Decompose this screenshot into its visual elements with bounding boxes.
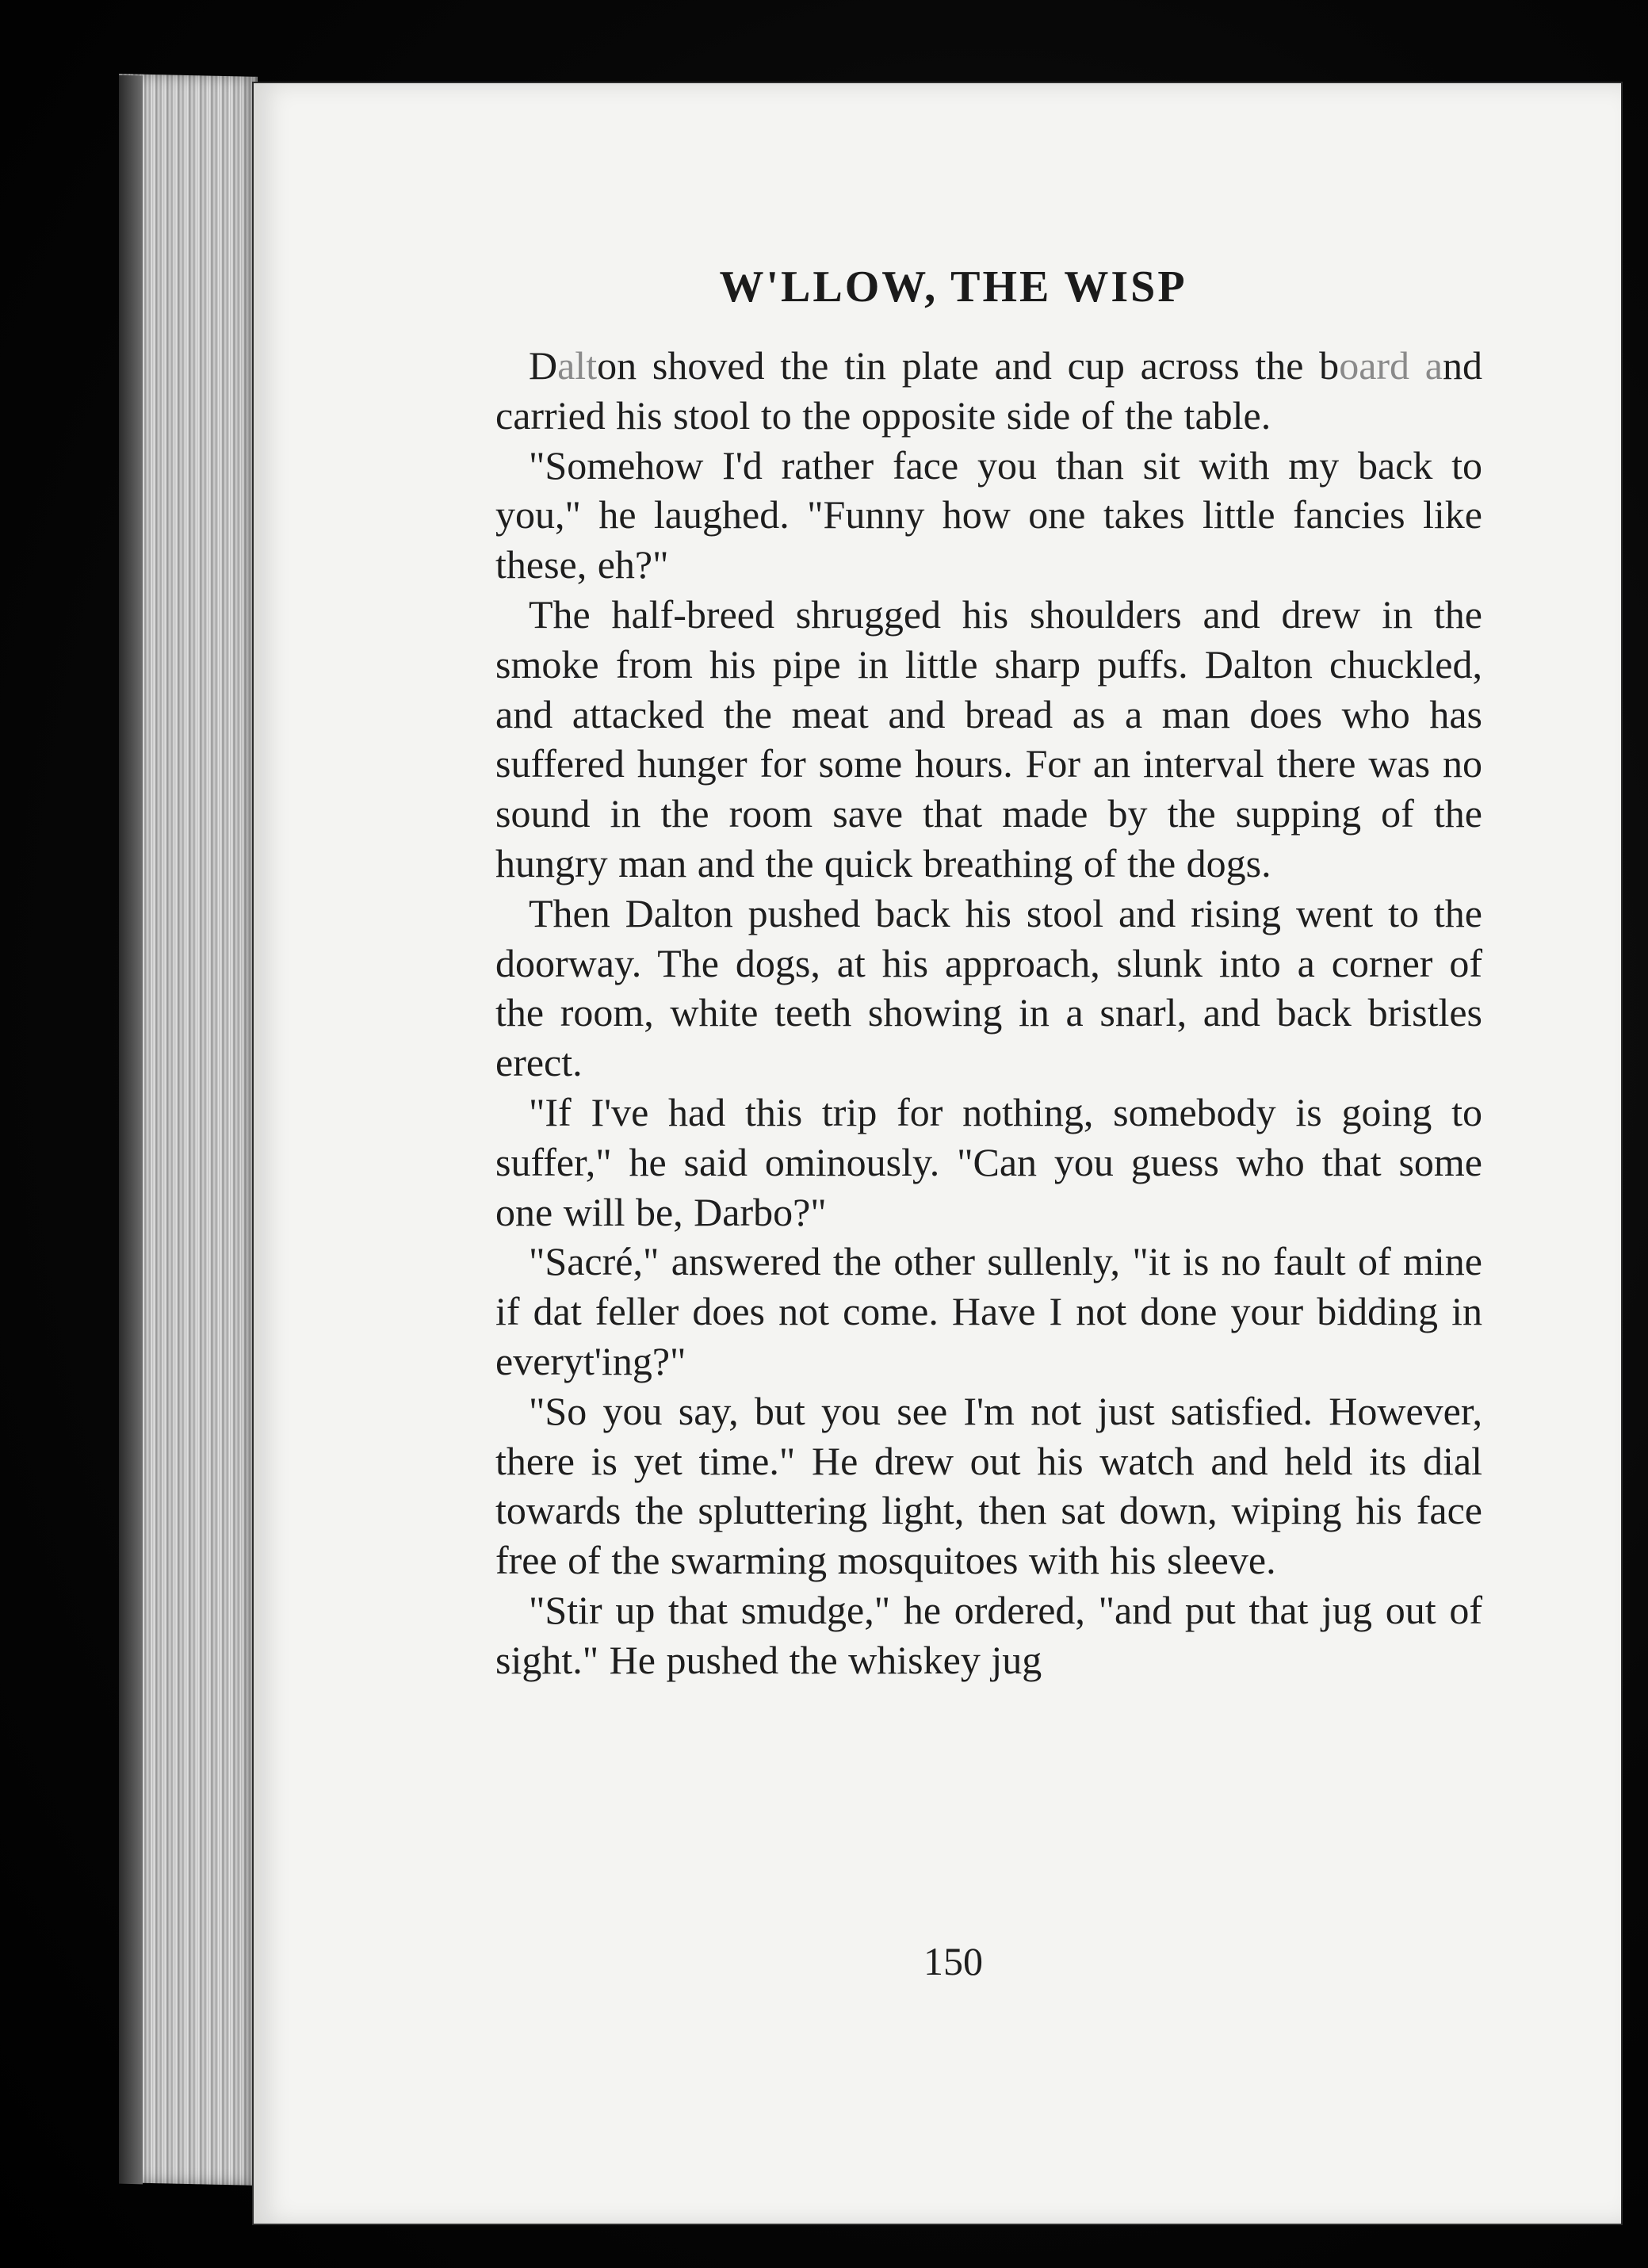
page-number: 150 <box>923 1939 983 1983</box>
paragraph-5: "If I've had this trip for nothing, somebody is going to suffer," he said ominously. "Can you guess who that some one will be, Darbo?" <box>495 1089 1482 1234</box>
paragraph-4: Then Dalton pushed back his stool and rising went to the doorway. The dogs, at his approach, slunk into a corner of the room, white teeth showing in a snarl, and back bristles erect. <box>495 890 1482 1085</box>
para1-lead: D <box>529 343 558 388</box>
paragraph-1 <box>495 341 1482 441</box>
paragraph-6: "Sacré," answered the other sullenly, "it is no fault of mine if dat feller does not come. Have I not done your bidding in everyt'ing?" <box>495 1239 1482 1383</box>
body-text <box>495 341 1482 1685</box>
para1-text-b: nd carried his stool to the opposite side of the table. <box>495 343 1482 438</box>
para1-text-a: on shoved the tin plate and cup across the b <box>597 343 1340 388</box>
book-page <box>254 83 1621 2224</box>
para1-faded-a: alt <box>557 343 598 388</box>
paragraph-8: "Stir up that smudge," he ordered, "and put that jug out of sight." He pushed the whiskey jug <box>495 1587 1482 1682</box>
paragraph-7: "So you say, but you see I'm not just satisfied. However, there is yet time." He drew out his watch and held its dial towards the spluttering light, then sat down, wiping his face free of the swarming mosquitoes with his sleeve. <box>495 1388 1482 1583</box>
paragraph-2: "Somehow I'd rather face you than sit with my back to you," he laughed. "Funny how one takes little fancies like these, eh?" <box>495 442 1482 587</box>
para1-faded-b: oard a <box>1339 343 1443 388</box>
book-spine-shadow <box>119 75 143 2185</box>
running-head: W'LLOW, THE WISP <box>719 262 1187 312</box>
paragraph-3: The half-breed shrugged his shoulders and drew in the smoke from his pipe in little sharp puffs. Dalton chuckled, and attacked the meat and bread as a man does who has suffered hunger for some hours. For an interval there was no sound in the room save that made by the supping of the hungry man and the quick breathing of the dogs. <box>495 591 1482 885</box>
